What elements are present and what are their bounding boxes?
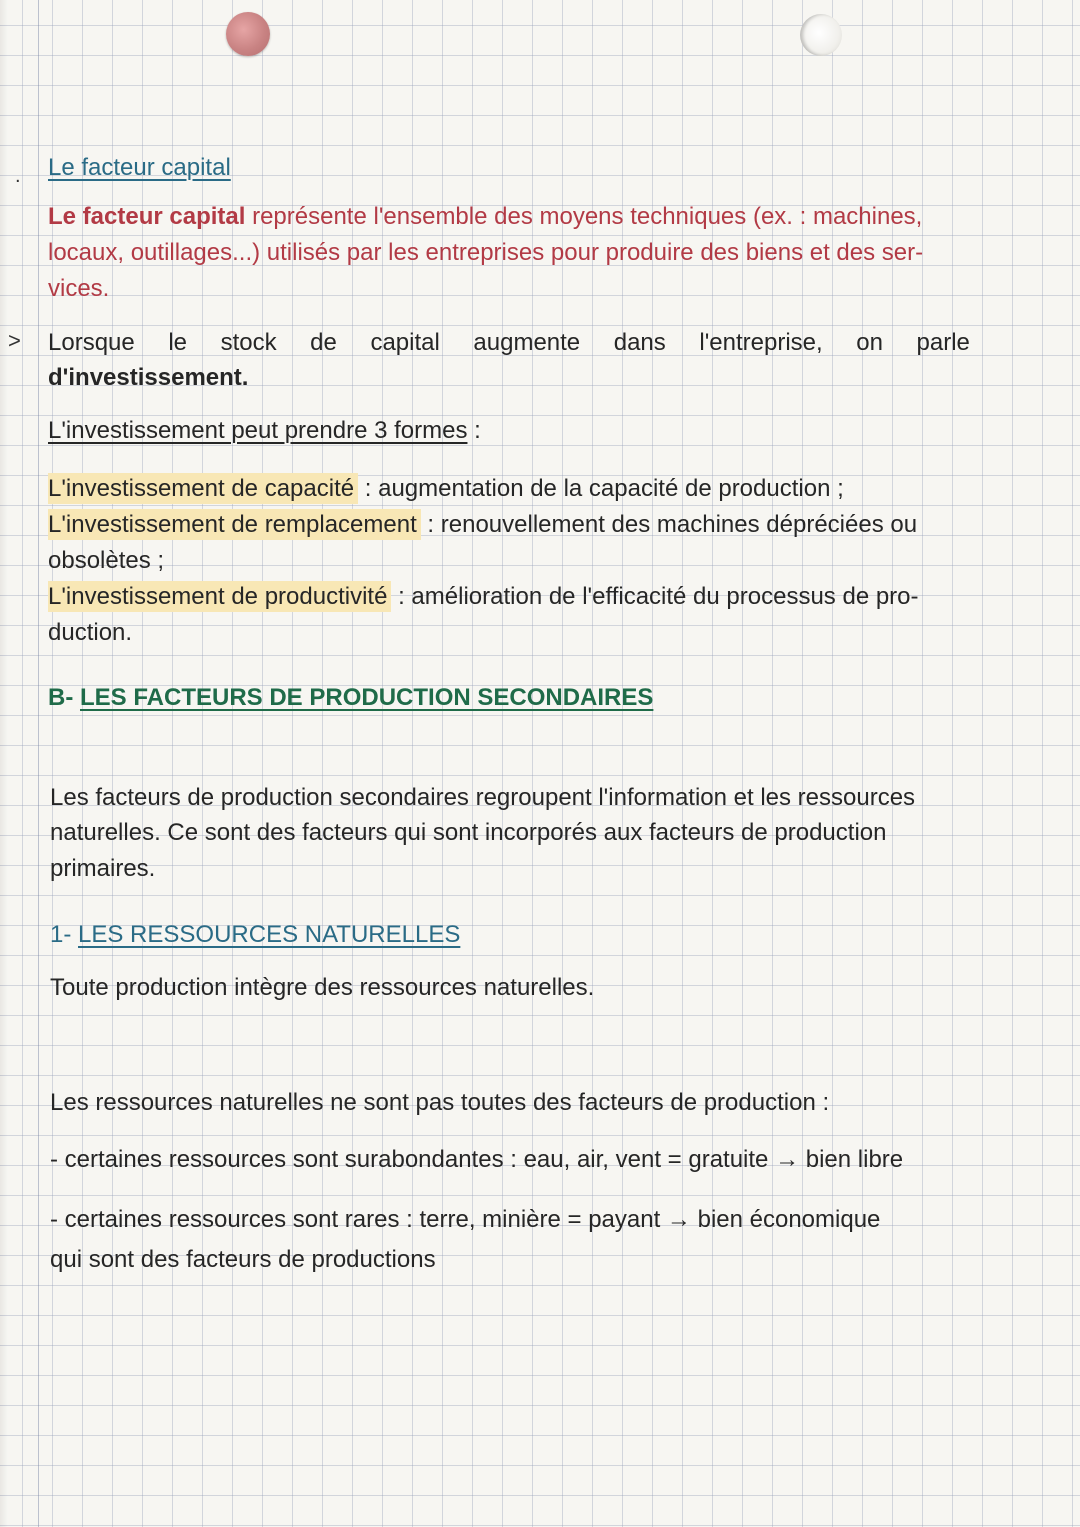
natural-intro: Les ressources naturelles ne sont pas toutes des facteurs de production : — [50, 1089, 830, 1116]
natural-item2: - certaines ressources sont rares : terre, minière = payant → bien économique — [50, 1206, 881, 1233]
binder-hole-pink — [226, 12, 270, 56]
arrow-bullet-icon: > — [8, 328, 21, 353]
natural-item1: - certaines ressources sont surabondantes : eau, air, vent = gratuite → bien libre — [50, 1146, 904, 1173]
forms-heading-line — [48, 413, 481, 448]
secondary-para-line1: Les facteurs de production secondaires regroupent l'information et les ressources — [50, 784, 916, 811]
section-b-heading — [48, 680, 653, 715]
capital-def-bold: Le facteur capital — [48, 203, 246, 230]
form-item-continued: obsolètes ; — [48, 547, 165, 574]
section-b-prefix: B- — [48, 684, 80, 711]
invest-line2: d'investissement. — [48, 364, 249, 391]
invest-word: augmente — [473, 329, 581, 356]
page-edge-shadow — [0, 0, 8, 1527]
form-term: L'investissement de remplacement — [48, 509, 421, 540]
form-desc: : augmentation de la capacité de production ; — [358, 475, 844, 502]
section-b-title: LES FACTEURS DE PRODUCTION SECONDAIRES — [80, 684, 654, 711]
form-desc: : amélioration de l'efficacité du processus de pro- — [391, 583, 919, 610]
form-item — [48, 507, 917, 542]
capital-def-line3: vices. — [48, 275, 110, 302]
invest-word: dans — [613, 329, 666, 356]
invest-word: stock — [220, 329, 277, 356]
form-item — [48, 579, 919, 614]
natural-line1: Toute production intègre des ressources naturelles. — [50, 974, 595, 1001]
invest-word: l'entreprise, — [699, 329, 823, 356]
capital-def-line1 — [48, 199, 922, 234]
form-term: L'investissement de productivité — [48, 581, 391, 612]
natural-item2-continued: qui sont des facteurs de productions — [50, 1246, 436, 1273]
invest-line1 — [48, 325, 970, 360]
natural-prefix: 1- — [50, 921, 79, 948]
invest-word: on — [856, 329, 883, 356]
capital-def-rest: représente l'ensemble des moyens techniques (ex. : machines, — [245, 203, 923, 230]
natural-heading — [50, 917, 460, 952]
natural-title: LES RESSOURCES NATURELLES — [78, 921, 461, 948]
invest-word: de — [310, 329, 337, 356]
invest-word: capital — [370, 329, 440, 356]
forms-colon: : — [467, 417, 481, 444]
forms-heading: L'investissement peut prendre 3 formes — [48, 417, 468, 444]
invest-word: Lorsque — [48, 329, 135, 356]
binder-hole-white — [800, 14, 842, 56]
secondary-para-line2: naturelles. Ce sont des facteurs qui sont incorporés aux facteurs de production — [50, 819, 887, 846]
invest-word: le — [168, 329, 187, 356]
secondary-para-line3: primaires. — [50, 855, 156, 882]
invest-word: parle — [916, 329, 970, 356]
form-item — [48, 471, 844, 506]
form-term: L'investissement de capacité — [48, 473, 358, 504]
margin-line — [38, 0, 39, 1527]
capital-def-line2: locaux, outillages...) utilisés par les entreprises pour produire des biens et des ser- — [48, 239, 924, 266]
bullet-dot-icon: . — [15, 165, 21, 187]
form-item-continued: duction. — [48, 619, 133, 646]
capital-title: Le facteur capital — [48, 154, 231, 181]
form-desc: : renouvellement des machines dépréciées ou — [420, 511, 918, 538]
